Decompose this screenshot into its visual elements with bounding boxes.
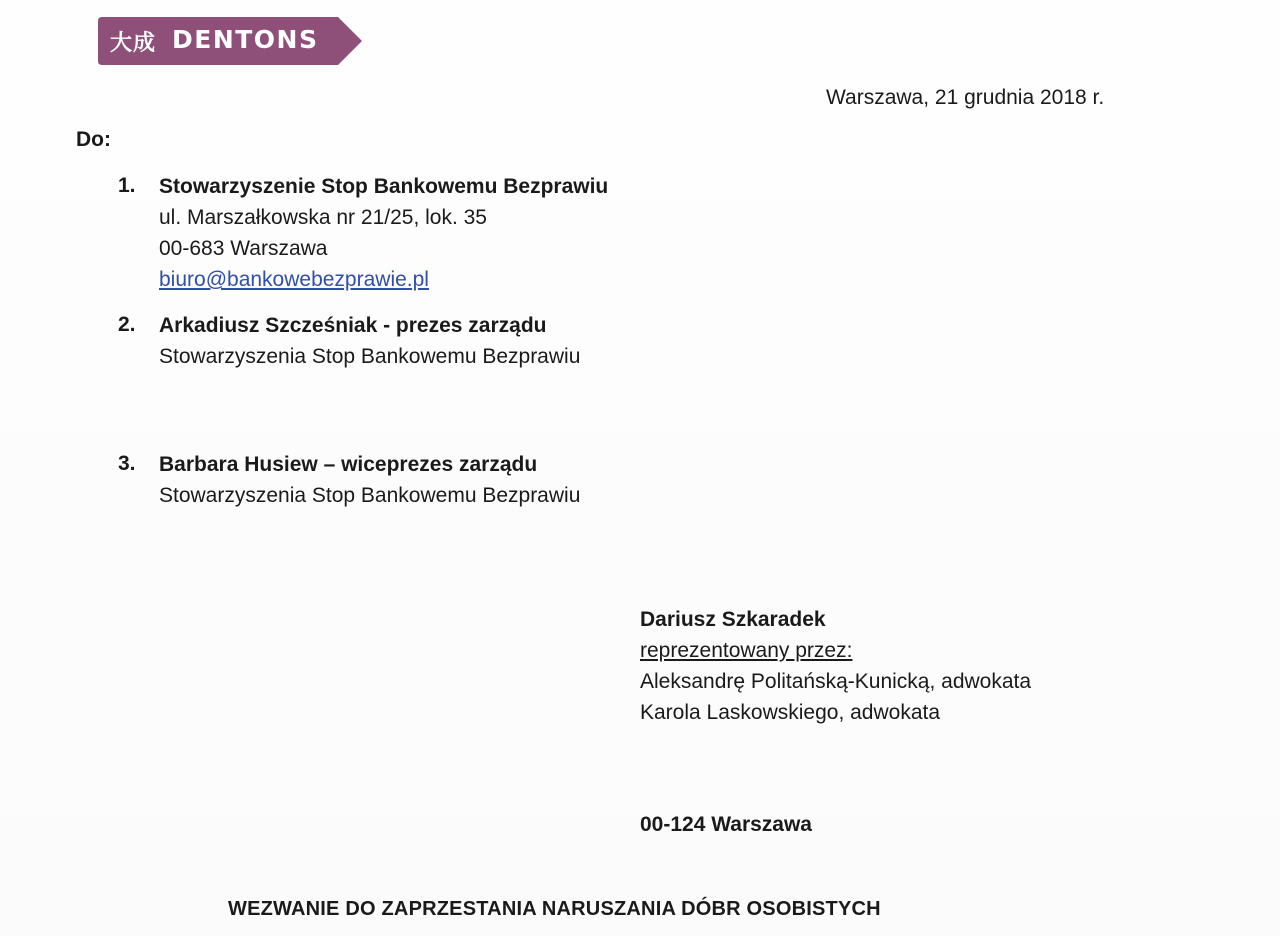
recipient-name: Barbara Husiew – wiceprezes zarządu [159, 453, 538, 476]
to-label: Do: [76, 128, 111, 151]
sender-block [640, 607, 1031, 731]
recipient-number: 1. [118, 174, 136, 197]
recipient-name: Arkadiusz Szcześniak - prezes zarządu [159, 314, 547, 337]
logo-cjk-text: 大成 [110, 30, 157, 56]
recipient-organization: Stowarzyszenia Stop Bankowemu Bezprawiu [159, 345, 581, 368]
document-heading: WEZWANIE DO ZAPRZESTANIA NARUSZANIA DÓBR OSOBISTYCH [228, 898, 881, 920]
recipient-email-link[interactable]: biuro@bankowebezprawie.pl [159, 268, 429, 291]
logo-wordmark: DENTONS [172, 25, 319, 54]
recipient-number: 2. [118, 313, 136, 336]
cut-off-address-line [640, 813, 840, 848]
cut-off-text: 00-124 Warszawa [640, 813, 812, 836]
sender-name: Dariusz Szkaradek [640, 608, 826, 631]
represented-by-label: reprezentowany przez: [640, 639, 853, 662]
recipient-address-street: ul. Marszałkowska nr 21/25, lok. 35 [159, 206, 487, 229]
date-line: Warszawa, 21 grudnia 2018 r. [826, 86, 1105, 109]
recipient-name: Stowarzyszenie Stop Bankowemu Bezprawiu [159, 175, 609, 198]
lawyer-1: Aleksandrę Politańską-Kunicką, adwokata [640, 670, 1032, 693]
dentons-logo [98, 17, 362, 65]
recipient-number: 3. [118, 452, 136, 475]
recipient-address-city: 00-683 Warszawa [159, 237, 328, 260]
lawyer-2: Karola Laskowskiego, adwokata [640, 701, 941, 724]
recipient-organization: Stowarzyszenia Stop Bankowemu Bezprawiu [159, 484, 581, 507]
